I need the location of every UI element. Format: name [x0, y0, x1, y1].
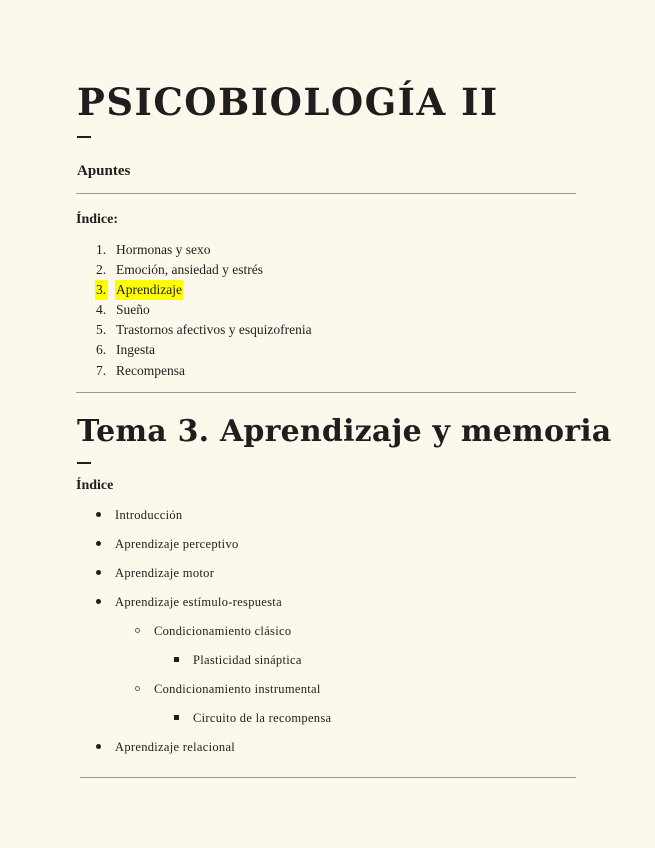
- toc-item-label: Ingesta: [116, 342, 155, 358]
- section-underline-dash: [77, 462, 91, 464]
- divider: [76, 193, 576, 194]
- bullet-disc-icon: [96, 512, 101, 517]
- document-subtitle: Apuntes: [77, 163, 131, 179]
- toc-item-label: Emoción, ansiedad y estrés: [116, 262, 263, 278]
- toc-item-label: Aprendizaje: [115, 280, 183, 300]
- bullet-square-icon: [174, 657, 179, 662]
- toc-item-number: 7.: [96, 362, 107, 378]
- document-title: PSICOBIOLOGÍA II: [77, 80, 499, 124]
- bullet-disc-icon: [96, 541, 101, 546]
- bullet-square-icon: [174, 715, 179, 720]
- divider: [80, 777, 576, 778]
- title-underline-dash: [77, 136, 91, 138]
- bullet-disc-icon: [96, 570, 101, 575]
- toc-item-number: 4.: [96, 302, 107, 318]
- outline-subsubitem[interactable]: Plasticidad sináptica: [193, 653, 302, 667]
- divider: [76, 392, 576, 393]
- outline-item[interactable]: Aprendizaje relacional: [115, 740, 236, 754]
- outline-subitem[interactable]: Condicionamiento clásico: [154, 624, 292, 638]
- toc-item-number: 5.: [96, 322, 107, 338]
- outline-item[interactable]: Aprendizaje motor: [115, 566, 215, 580]
- toc-item-label: Hormonas y sexo: [116, 242, 211, 257]
- bullet-circle-icon: [135, 686, 140, 691]
- section-index-heading: Índice: [76, 478, 114, 493]
- toc-item-number: 3.: [95, 280, 108, 300]
- bullet-disc-icon: [96, 744, 101, 749]
- bullet-disc-icon: [96, 599, 101, 604]
- bullet-circle-icon: [135, 628, 140, 633]
- outline-item[interactable]: Aprendizaje perceptivo: [115, 537, 239, 551]
- outline-item[interactable]: Aprendizaje estímulo-respuesta: [115, 595, 282, 609]
- toc-item-number: 2.: [96, 262, 107, 278]
- toc-item-number: 6.: [96, 342, 107, 358]
- outline-item[interactable]: Introducción: [115, 508, 183, 522]
- toc-item-label: Trastornos afectivos y esquizofrenia: [116, 322, 312, 338]
- outline-subsubitem[interactable]: Circuito de la recompensa: [193, 711, 332, 725]
- toc-item-label: Recompensa: [116, 362, 185, 378]
- toc-item-number: 1.: [96, 242, 107, 257]
- outline-subitem[interactable]: Condicionamiento instrumental: [154, 682, 321, 696]
- section-title: Tema 3. Aprendizaje y memoria: [77, 414, 612, 449]
- toc-item-label: Sueño: [116, 302, 150, 318]
- index-heading: Índice:: [76, 212, 118, 227]
